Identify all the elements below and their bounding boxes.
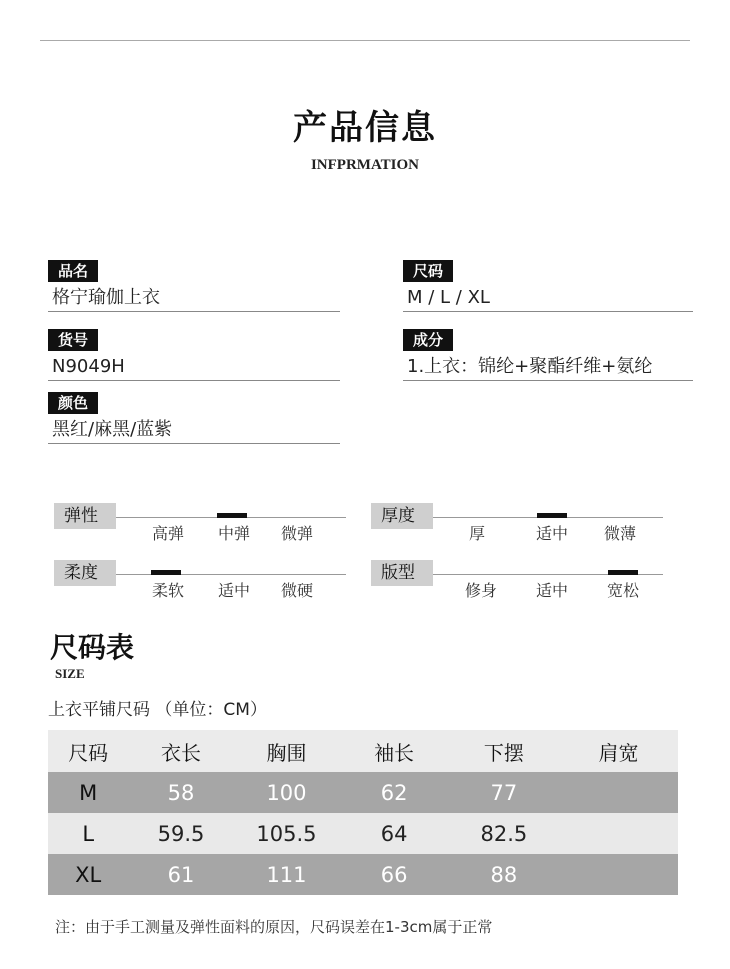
page-title: 产品信息 (293, 108, 437, 148)
table-cell (559, 772, 678, 813)
field-name (48, 260, 340, 312)
option: 微薄 (603, 524, 636, 543)
field-item-no (48, 329, 340, 381)
column-header: 肩宽 (559, 730, 678, 772)
page-subtitle: INFPRMATION (310, 157, 420, 173)
attribute-label: 柔度 (54, 560, 116, 586)
table-row (48, 772, 678, 813)
table-row (48, 813, 678, 854)
option: 微硬 (280, 581, 313, 600)
table-cell: 77 (449, 772, 559, 813)
option: 适中 (535, 524, 568, 543)
size-chart-subtitle: SIZE (55, 666, 85, 681)
size-table (48, 730, 678, 895)
table-cell: 58 (128, 772, 233, 813)
field-color-label: 颜色 (48, 392, 98, 414)
field-item-no-value: N9049H (52, 356, 125, 377)
option: 中弹 (217, 524, 250, 543)
table-cell: 105.5 (234, 813, 340, 854)
attribute-label: 厚度 (371, 503, 433, 529)
field-name-value: 格宁瑜伽上衣 (52, 287, 160, 308)
divider (48, 380, 340, 381)
table-cell: M (48, 772, 128, 813)
attribute-label: 版型 (371, 560, 433, 586)
option: 高弹 (151, 524, 184, 543)
attribute-elasticity (54, 503, 346, 543)
column-header: 尺码 (48, 730, 128, 772)
table-cell: 82.5 (449, 813, 559, 854)
top-divider (40, 40, 690, 41)
table-cell: 111 (234, 854, 340, 895)
field-size-value: M / L / XL (407, 287, 490, 308)
option: 适中 (217, 581, 250, 600)
table-cell: 59.5 (128, 813, 233, 854)
table-cell (559, 813, 678, 854)
selected-marker (537, 513, 567, 518)
option: 宽松 (606, 581, 639, 600)
selected-marker (151, 570, 181, 575)
attribute-fit (371, 560, 663, 600)
column-header: 胸围 (234, 730, 340, 772)
field-size (403, 260, 693, 312)
field-color-value: 黑红/麻黑/蓝紫 (52, 419, 173, 440)
field-size-label: 尺码 (403, 260, 453, 282)
table-cell: 61 (128, 854, 233, 895)
option: 厚 (468, 524, 485, 543)
selected-marker (608, 570, 638, 575)
field-color (48, 392, 340, 444)
option: 微弹 (280, 524, 313, 543)
table-cell: L (48, 813, 128, 854)
column-header: 下摆 (449, 730, 559, 772)
divider (403, 380, 693, 381)
attribute-softness (54, 560, 346, 600)
option: 适中 (535, 581, 568, 600)
attribute-label: 弹性 (54, 503, 116, 529)
footnote: 注：由于手工测量及弹性面料的原因，尺码误差在1-3cm属于正常 (55, 918, 493, 936)
table-cell: 64 (339, 813, 449, 854)
column-header: 袖长 (339, 730, 449, 772)
field-material (403, 329, 693, 381)
divider (403, 311, 693, 312)
table-cell: 100 (234, 772, 340, 813)
table-cell: 88 (449, 854, 559, 895)
field-material-label: 成分 (403, 329, 453, 351)
divider (48, 443, 340, 444)
attribute-thickness (371, 503, 663, 543)
option: 柔软 (151, 581, 184, 600)
column-header: 衣长 (128, 730, 233, 772)
size-chart-caption: 上衣平铺尺码 （单位：CM） (48, 700, 267, 720)
size-chart-title: 尺码表 (50, 631, 135, 664)
table-cell: 62 (339, 772, 449, 813)
field-item-no-label: 货号 (48, 329, 98, 351)
selected-marker (217, 513, 247, 518)
divider (48, 311, 340, 312)
option: 修身 (464, 581, 497, 600)
table-header-row (48, 730, 678, 772)
table-cell: XL (48, 854, 128, 895)
table-row (48, 854, 678, 895)
field-material-value: 1.上衣：锦纶+聚酯纤维+氨纶 (407, 356, 653, 377)
table-cell: 66 (339, 854, 449, 895)
field-name-label: 品名 (48, 260, 98, 282)
table-cell (559, 854, 678, 895)
